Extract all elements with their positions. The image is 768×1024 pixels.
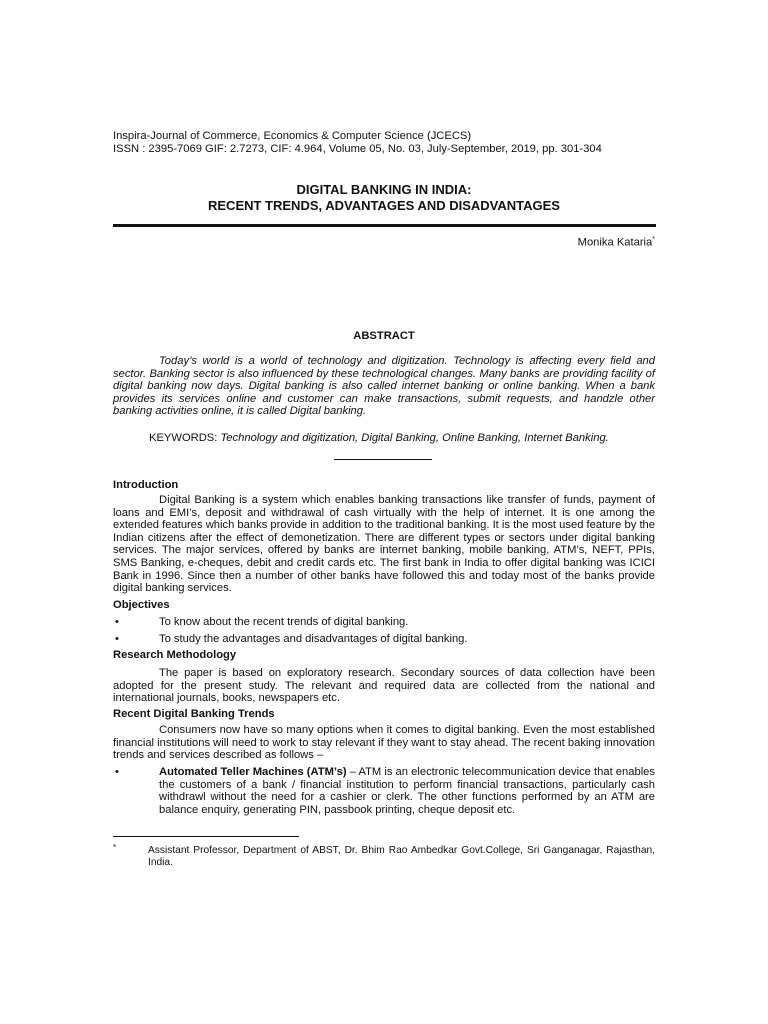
abstract-text: Today’s world is a world of technology and digitization. Technology is affecting every field and sector. Banking sector is also influenced by these technological changes. Many banks are providing facility of digital banking now days. Digital banking is also called internet banking or online banking. When a bank provides its services online and customer can make transactions, submit requests, and handzle other banking activities online, it is called Digital banking.: [113, 355, 655, 418]
footnote-text: Assistant Professor, Department of ABST, Dr. Bhim Rao Ambedkar Govt.College, Sri Ganganagar, Rajasthan, India.: [148, 845, 655, 868]
abstract-heading: ABSTRACT: [353, 330, 415, 342]
objective-item: [113, 616, 655, 629]
atm-title: Automated Teller Machines (ATM’s): [159, 766, 347, 778]
title-line-2: RECENT TRENDS, ADVANTAGES AND DISADVANTAGES: [208, 198, 560, 213]
methodology-text: The paper is based on exploratory research. Secondary sources of data collection have been adopted for the present study. The relevant and required data are collected from the national and international journals, books, newspapers etc.: [113, 667, 655, 705]
trends-text: Consumers now have so many options when it comes to digital banking. Even the most established financial institutions will need to work to stay relevant if they want to stay ahead. The recent baking innovation trends and services described as follows –: [113, 724, 655, 762]
author: [578, 236, 655, 249]
objective-text: To know about the recent trends of digital banking.: [159, 616, 409, 628]
section-heading-introduction: Introduction: [113, 479, 179, 491]
atm-description: – ATM is an electronic telecommunication device that enables the customers of a bank / financial institution to perform financial transactions, particularly cash withdrawl without the need for a cashier or clerk. The other functions performed by an ATM are balance enquiry, generating PIN, passbook printing, cheque deposit etc.: [159, 766, 655, 816]
bullet-dot: •: [115, 616, 119, 628]
section-heading-objectives: Objectives: [113, 599, 170, 611]
bullet-dot: •: [115, 633, 119, 645]
footnote-mark: *: [113, 843, 117, 852]
objective-item: [113, 633, 655, 646]
footnote-rule: [113, 836, 299, 837]
journal-name: Inspira-Journal of Commerce, Economics & Computer Science (JCECS): [113, 130, 472, 142]
abstract-separator: [334, 459, 432, 460]
title-rule: [113, 224, 656, 227]
atm-text: [159, 766, 655, 816]
keywords: [149, 432, 609, 444]
author-name: Monika Kataria: [577, 236, 653, 249]
journal-issn: ISSN : 2395-7069 GIF: 2.7273, CIF: 4.964, Volume 05, No. 03, July-September, 2019, pp. 301-304: [113, 143, 602, 155]
keywords-list: Technology and digitization, Digital Banking, Online Banking, Internet Banking.: [220, 432, 609, 444]
bullet-dot: •: [115, 766, 119, 778]
keywords-label: KEYWORDS:: [149, 432, 218, 444]
atm-item: [113, 766, 655, 818]
introduction-text: Digital Banking is a system which enables banking transactions like transfer of funds, payment of loans and EMI’s, deposit and withdrawal of cash virtually with the help of internet. It is one among the extended features which banks provide in addition to the traditional banking. It is the most used feature by the Indian citizens after the effect of demonetization. There are different types or sectors under digital banking services. The major services, offered by banks are internet banking, mobile banking, ATM’s, NEFT, PPIs, SMS Banking, e-cheques, debit and credit cards etc. The first bank in India to offer digital banking was ICICI Bank in 1996. Since then a number of other banks have followed this and today most of the banks provide digital banking services.: [113, 494, 655, 595]
objective-text: To study the advantages and disadvantages of digital banking.: [159, 633, 468, 645]
title-line-1: DIGITAL BANKING IN INDIA:: [296, 182, 472, 197]
footnote: [113, 845, 655, 871]
section-heading-trends: Recent Digital Banking Trends: [113, 708, 275, 720]
section-heading-methodology: Research Methodology: [113, 649, 237, 661]
author-footnote-mark: *: [652, 236, 655, 243]
